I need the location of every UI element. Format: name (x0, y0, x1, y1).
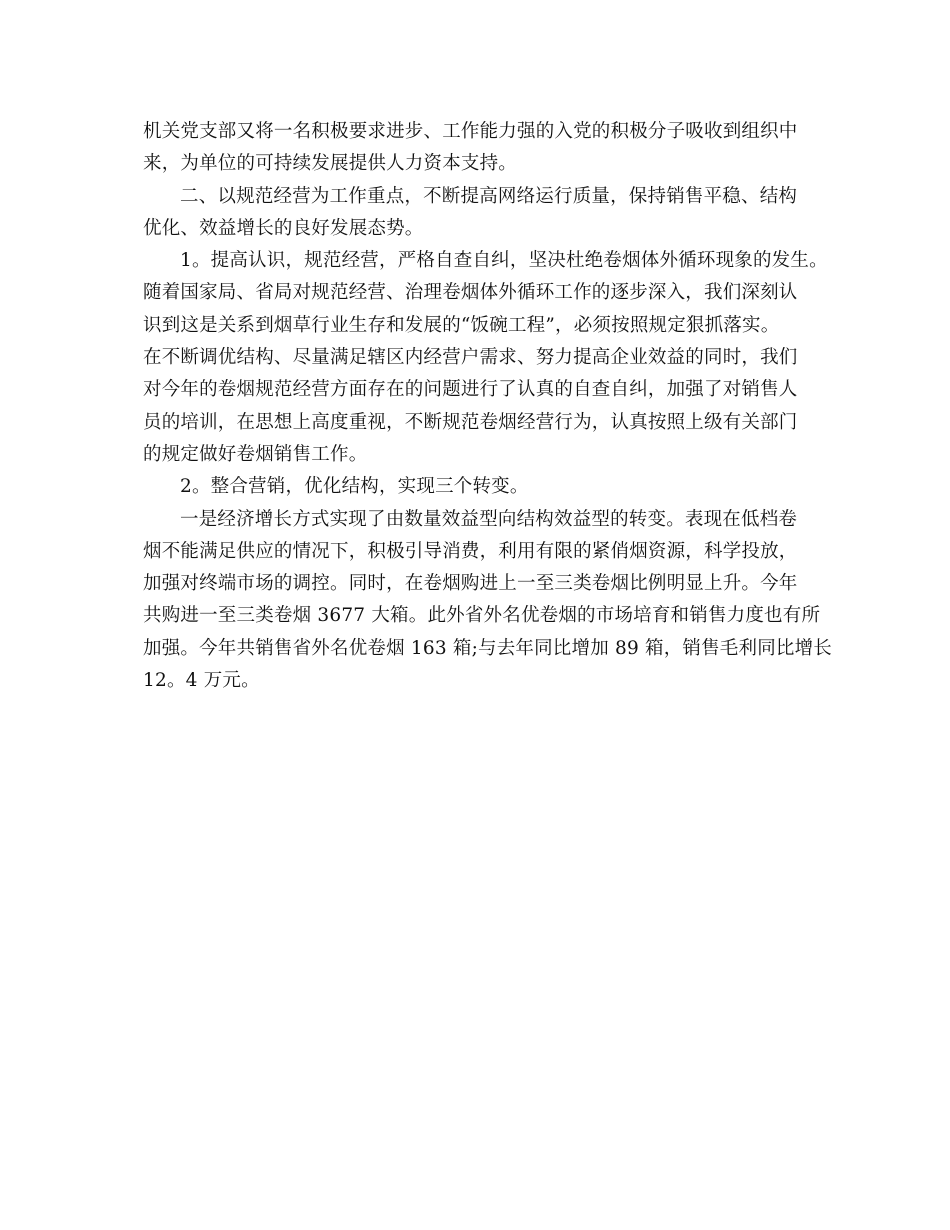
text-line: 机关党支部又将一名积极要求进步、工作能力强的入党的积极分子吸收到组织中 (143, 121, 798, 142)
text-line: 优化、效益增长的良好发展态势。 (143, 217, 424, 239)
text-line: 来，为单位的可持续发展提供人力资本支持。 (143, 153, 518, 175)
text-line: 员的培训，在思想上高度重视，不断规范卷烟经营行为，认真按照上级有关部门 (143, 411, 798, 433)
text-line: 共购进一至三类卷烟 3677 大箱。此外省外名优卷烟的市场培育和销售力度也有所 (143, 605, 821, 627)
text-line: 加强对终端市场的调控。同时，在卷烟购进上一至三类卷烟比例明显上升。今年 (143, 573, 798, 595)
text-line: 的规定做好卷烟销售工作。 (143, 443, 368, 465)
paragraph-start: 一是经济增长方式实现了由数量效益型向结构效益型的转变。表现在低档卷 (180, 508, 798, 530)
text-line: 对今年的卷烟规范经营方面存在的问题进行了认真的自查自纠，加强了对销售人 (143, 379, 798, 401)
text-line: 烟不能满足供应的情况下，积极引导消费，利用有限的紧俏烟资源，科学投放， (143, 540, 798, 562)
text-line: 识到这是关系到烟草行业生存和发展的“饭碗工程”，必须按照规定狠抓落实。 (143, 314, 780, 336)
section-heading: 二、以规范经营为工作重点，不断提高网络运行质量，保持销售平稳、结构 (180, 185, 798, 207)
subsection-heading: 2。整合营销，优化结构，实现三个转变。 (180, 476, 529, 498)
text-line: 12。4 万元。 (143, 670, 260, 692)
text-line: 在不断调优结构、尽量满足辖区内经营户需求、努力提高企业效益的同时，我们 (143, 347, 798, 369)
text-line: 加强。今年共销售省外名优卷烟 163 箱;与去年同比增加 89 箱，销售毛利同比增长 (143, 637, 833, 659)
text-line: 随着国家局、省局对规范经营、治理卷烟体外循环工作的逐步深入，我们深刻认 (143, 282, 798, 304)
document-body (143, 116, 833, 697)
subsection-heading: 1。提高认识，规范经营，严格自查自纠，坚决杜绝卷烟体外循环现象的发生。 (180, 250, 828, 272)
